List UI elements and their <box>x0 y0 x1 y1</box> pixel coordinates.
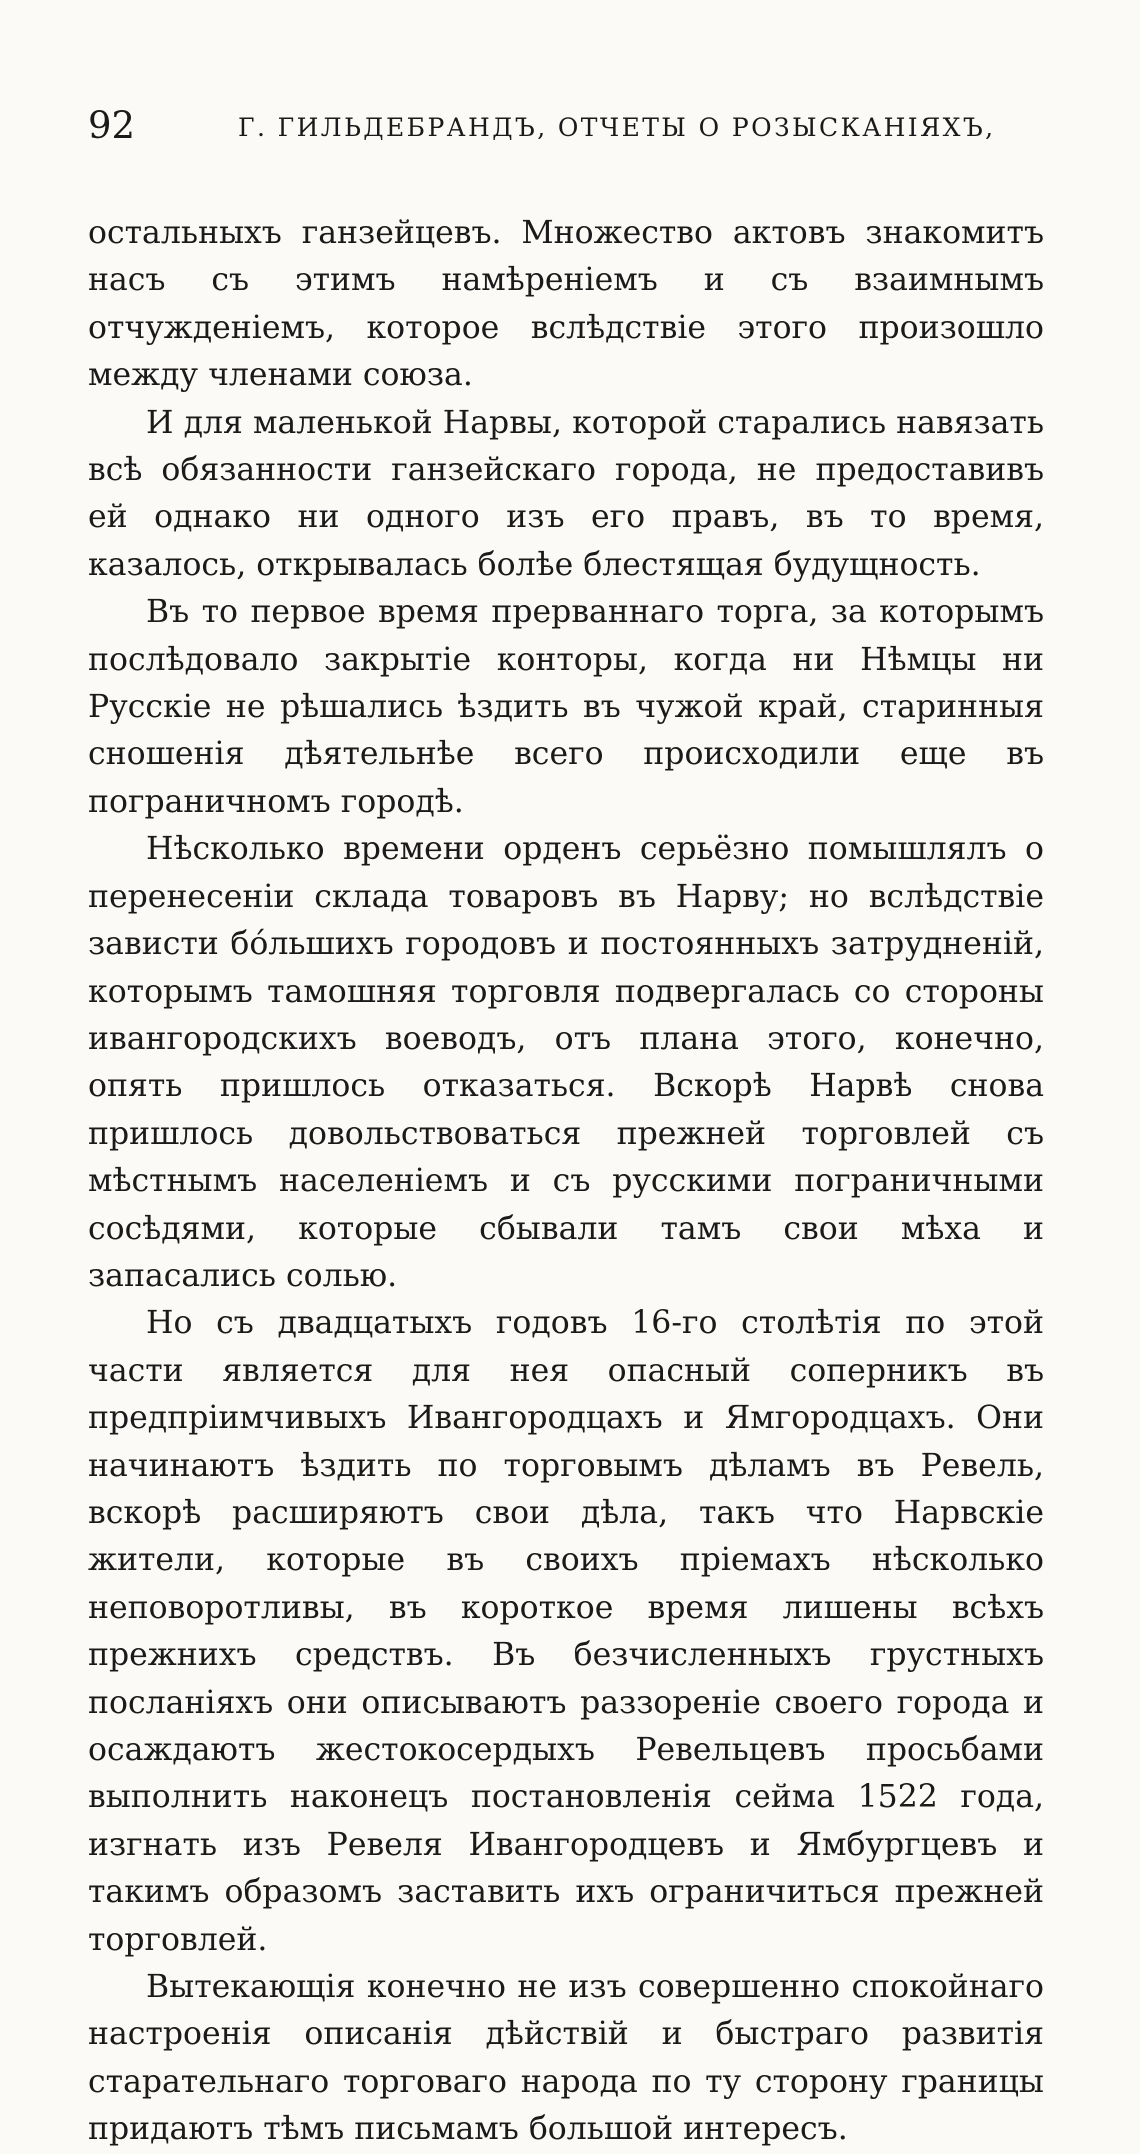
paragraph: И для маленькой Нарвы, которой старались навязать всѣ обязанности ганзейскаго города, не предоставивъ ей однако ни одного изъ его правъ, въ то время, казалось, открывалась болѣе блестящая будущность. <box>88 404 1044 583</box>
paragraph: Но съ двадцатыхъ годовъ 16-го столѣтія по этой части является для нея опасный соперникъ въ предпріимчивыхъ Ивангородцахъ и Ямгородцахъ. Они начинаютъ ѣздить по торговымъ дѣламъ въ Ревель, вскорѣ расширяютъ свои дѣла, такъ что Нарвскіе жители, которые въ своихъ пріемахъ нѣсколько неповоротливы, въ короткое время лишены всѣхъ прежнихъ средствъ. Въ безчисленныхъ грустныхъ посланіяхъ они описываютъ раззореніе своего города и осаждаютъ жестокосердыхъ Ревельцевъ просьбами выполнить наконецъ постановленія сейма 1522 года, изгнать изъ Ревеля Ивангородцевъ и Ямбургцевъ и такимъ образомъ заставить ихъ ограничиться прежней торговлей. <box>88 1305 1044 1958</box>
body-text <box>88 210 1044 2154</box>
paragraph: Вытекающія конечно не изъ совершенно спокойнаго настроенія описанія дѣйствій и быстраго развитія старательнаго торговаго народа по ту сторону границы придаютъ тѣмъ письмамъ большой интересъ. <box>88 1969 1044 2148</box>
paragraph: Въ то первое время прерваннаго торга, за которымъ послѣдовало закрытіе конторы, когда ни Нѣмцы ни Русскіе не рѣшались ѣздить въ чужой край, старинныя сношенія дѣятельнѣе всего происходили еще въ пограничномъ городѣ. <box>88 594 1044 820</box>
page-number: 92 <box>88 104 136 147</box>
paragraph: остальныхъ ганзейцевъ. Множество актовъ знакомитъ насъ съ этимъ намѣреніемъ и съ взаимнымъ отчужденіемъ, которое вслѣдствіе этого произошло между членами союза. <box>88 215 1044 394</box>
page-header <box>88 104 1044 168</box>
paragraph: Нѣсколько времени орденъ серьёзно помышлялъ о перенесеніи склада товаровъ въ Нарву; но вслѣдствіе зависти бо́льшихъ городовъ и постоянныхъ затрудненій, которымъ тамошняя торговля подвергалась со стороны ивангородскихъ воеводъ, отъ плана этого, конечно, опять пришлось отказаться. Вскорѣ Нарвѣ снова пришлось довольствоваться прежней торговлей съ мѣстнымъ населеніемъ и съ русскими пограничными сосѣдями, которые сбывали тамъ свои мѣха и запасались солью. <box>88 831 1044 1294</box>
running-title: Г. ГИЛЬДЕБРАНДЪ, ОТЧЕТЫ О РОЗЫСКАНІЯХЪ, <box>238 113 996 142</box>
